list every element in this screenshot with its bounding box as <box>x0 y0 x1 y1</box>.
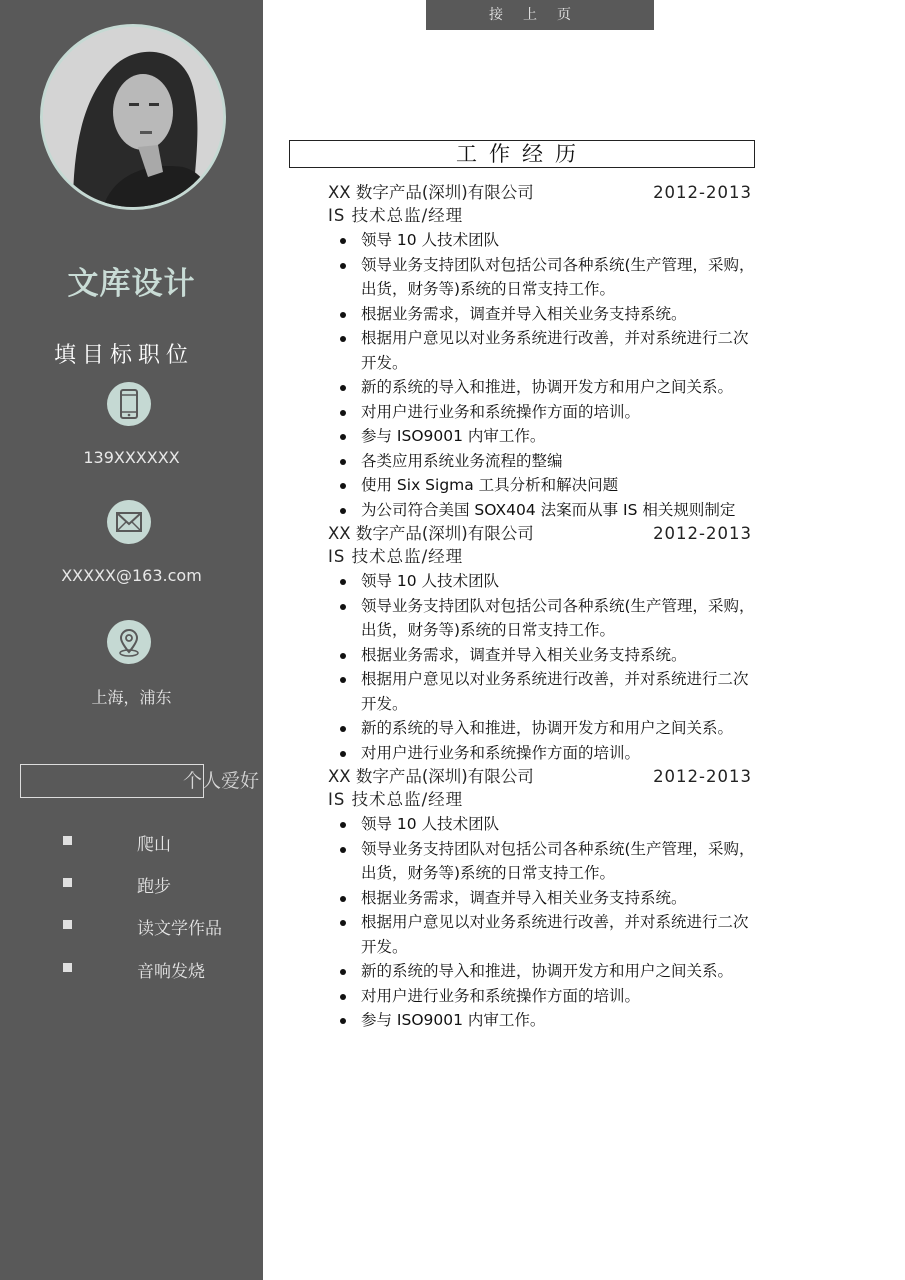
list-item: 根据用户意见以对业务系统进行改善，并对系统进行二次开发。 <box>328 326 758 375</box>
job-role: IS 技术总监/经理 <box>328 547 464 566</box>
phone-number: 139XXXXXX <box>83 448 180 467</box>
experience-list <box>328 181 758 1033</box>
bullet-square-icon <box>63 878 72 887</box>
job-entry <box>328 522 758 765</box>
company-name: XX 数字产品(深圳)有限公司 <box>328 183 534 202</box>
list-item: 对用户进行业务和系统操作方面的培训。 <box>328 400 758 425</box>
sidebar <box>0 0 263 1280</box>
list-item: 根据用户意见以对业务系统进行改善，并对系统进行二次开发。 <box>328 667 758 716</box>
bullet-square-icon <box>63 963 72 972</box>
list-item: 领导业务支持团队对包括公司各种系统(生产管理，采购，出货，财务等)系统的日常支持工作。 <box>328 837 758 886</box>
list-item: 领导业务支持团队对包括公司各种系统(生产管理，采购，出货，财务等)系统的日常支持工作。 <box>328 594 758 643</box>
section-title: 工作经历 <box>289 140 755 168</box>
hobby-title: 个人爱好 <box>183 770 260 792</box>
list-item: 领导 10 人技术团队 <box>328 569 758 594</box>
hobby-item <box>0 914 263 938</box>
portrait-photo <box>43 27 223 207</box>
list-item: 领导 10 人技术团队 <box>328 228 758 253</box>
hobby-item <box>0 957 263 981</box>
list-item: 领导业务支持团队对包括公司各种系统(生产管理，采购，出货，财务等)系统的日常支持工作。 <box>328 253 758 302</box>
list-item: 新的系统的导入和推进，协调开发方和用户之间关系。 <box>328 716 758 741</box>
job-role: IS 技术总监/经理 <box>328 206 464 225</box>
location-pin-icon <box>107 620 151 664</box>
company-name: XX 数字产品(深圳)有限公司 <box>328 767 534 786</box>
list-item: 对用户进行业务和系统操作方面的培训。 <box>328 741 758 766</box>
envelope-icon <box>107 500 151 544</box>
bullet-square-icon <box>63 836 72 845</box>
hobby-item <box>0 872 263 896</box>
resume-name: 文库设计 <box>67 266 196 302</box>
job-date: 2012-2013 <box>653 767 752 786</box>
list-item: 各类应用系统业务流程的整编 <box>328 449 758 474</box>
avatar <box>40 24 226 210</box>
phone-icon <box>107 382 151 426</box>
continued-tab: 接上页 <box>426 0 654 30</box>
list-item: 参与 ISO9001 内审工作。 <box>328 1008 758 1033</box>
list-item: 根据业务需求，调查并导入相关业务支持系统。 <box>328 302 758 327</box>
bullet-square-icon <box>63 920 72 929</box>
list-item: 使用 Six Sigma 工具分析和解决问题 <box>328 473 758 498</box>
list-item: 根据业务需求，调查并导入相关业务支持系统。 <box>328 886 758 911</box>
list-item: 参与 ISO9001 内审工作。 <box>328 424 758 449</box>
email-address: XXXXX@163.com <box>61 566 202 585</box>
list-item: 根据业务需求，调查并导入相关业务支持系统。 <box>328 643 758 668</box>
job-role: IS 技术总监/经理 <box>328 790 464 809</box>
hobby-label: 跑步 <box>137 877 171 897</box>
target-position: 填目标职位 <box>54 343 195 368</box>
hobby-label: 读文学作品 <box>137 919 222 939</box>
job-date: 2012-2013 <box>653 183 752 202</box>
list-item: 根据用户意见以对业务系统进行改善，并对系统进行二次开发。 <box>328 910 758 959</box>
location: 上海，浦东 <box>91 688 172 707</box>
list-item: 新的系统的导入和推进，协调开发方和用户之间关系。 <box>328 375 758 400</box>
hobby-item <box>0 830 263 854</box>
hobby-header-box <box>20 764 204 798</box>
list-item: 领导 10 人技术团队 <box>328 812 758 837</box>
hobby-label: 音响发烧 <box>137 962 205 982</box>
job-entry <box>328 765 758 1033</box>
list-item: 新的系统的导入和推进，协调开发方和用户之间关系。 <box>328 959 758 984</box>
job-date: 2012-2013 <box>653 524 752 543</box>
hobby-label: 爬山 <box>137 835 171 855</box>
job-entry <box>328 181 758 522</box>
list-item: 对用户进行业务和系统操作方面的培训。 <box>328 984 758 1009</box>
list-item: 为公司符合美国 SOX404 法案而从事 IS 相关规则制定 <box>328 498 758 523</box>
company-name: XX 数字产品(深圳)有限公司 <box>328 524 534 543</box>
